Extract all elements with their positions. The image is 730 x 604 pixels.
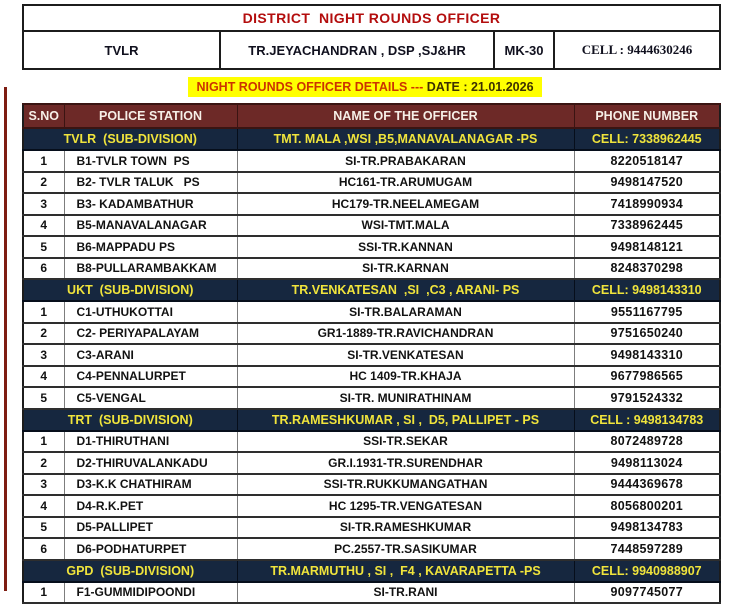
subdivision-row — [23, 409, 720, 431]
phone-cell: 9498148121 — [574, 236, 720, 258]
officer-cell: SI-TR. MUNIRATHINAM — [237, 387, 574, 409]
station-cell: D6-PODHATURPET — [64, 538, 237, 560]
officer-cell: HC 1409-TR.KHAJA — [237, 366, 574, 388]
phone-cell: 7338962445 — [574, 215, 720, 237]
district-officer-table — [22, 4, 721, 70]
vehicle-code: MK-30 — [494, 31, 554, 69]
station-cell: C4-PENNALURPET — [64, 366, 237, 388]
phone-cell: 8056800201 — [574, 495, 720, 517]
sno-cell: 4 — [23, 495, 64, 517]
page-title: DISTRICT NIGHT ROUNDS OFFICER — [23, 5, 720, 31]
table-row — [23, 193, 720, 215]
sno-cell: 2 — [23, 323, 64, 345]
station-cell: D3-K.K CHATHIRAM — [64, 474, 237, 496]
sno-cell: 6 — [23, 538, 64, 560]
phone-cell: 9677986565 — [574, 366, 720, 388]
phone-cell: 9498113024 — [574, 452, 720, 474]
banner-label: NIGHT ROUNDS OFFICER DETAILS --- — [196, 80, 424, 94]
table-row — [23, 215, 720, 237]
table-row — [23, 452, 720, 474]
sno-cell: 1 — [23, 150, 64, 172]
phone-cell: 9751650240 — [574, 323, 720, 345]
officer-cell: SI-TR.RANI — [237, 582, 574, 604]
table-row — [23, 258, 720, 280]
title-row — [23, 5, 720, 31]
sno-cell: 5 — [23, 387, 64, 409]
sno-cell: 1 — [23, 582, 64, 604]
district-officer-cell: CELL : 9444630246 — [554, 31, 720, 69]
sno-cell: 4 — [23, 366, 64, 388]
table-row — [23, 431, 720, 453]
header-officer-name: NAME OF THE OFFICER — [237, 104, 574, 128]
station-cell: C3-ARANI — [64, 344, 237, 366]
sno-cell: 3 — [23, 344, 64, 366]
district-officer-row — [23, 31, 720, 69]
subdivision-officer: TR.VENKATESAN ,SI ,C3 , ARANI- PS — [237, 279, 574, 301]
subdivision-cell-number: CELL: 7338962445 — [574, 128, 720, 150]
phone-cell: 9097745077 — [574, 582, 720, 604]
header-police-station: POLICE STATION — [64, 104, 237, 128]
subdivision-officer: TR.MARMUTHU , SI , F4 , KAVARAPETTA -PS — [237, 560, 574, 582]
subdivision-cell-number: CELL: 9940988907 — [574, 560, 720, 582]
officer-cell: SI-TR.PRABAKARAN — [237, 150, 574, 172]
sno-cell: 3 — [23, 193, 64, 215]
station-cell: B8-PULLARAMBAKKAM — [64, 258, 237, 280]
header-phone-number: PHONE NUMBER — [574, 104, 720, 128]
officer-cell: HC161-TR.ARUMUGAM — [237, 172, 574, 194]
table-row — [23, 150, 720, 172]
station-cell: B2- TVLR TALUK PS — [64, 172, 237, 194]
officer-cell: SI-TR.VENKATESAN — [237, 344, 574, 366]
station-cell: F1-GUMMIDIPOONDI — [64, 582, 237, 604]
table-row — [23, 538, 720, 560]
night-rounds-table — [22, 103, 721, 604]
table-row — [23, 517, 720, 539]
officer-cell: SI-TR.KARNAN — [237, 258, 574, 280]
phone-cell: 8248370298 — [574, 258, 720, 280]
station-cell: B5-MANAVALANAGAR — [64, 215, 237, 237]
table-header — [23, 104, 720, 128]
station-cell: D2-THIRUVALANKADU — [64, 452, 237, 474]
banner-date: DATE : 21.01.2026 — [423, 80, 534, 94]
station-cell: B6-MAPPADU PS — [64, 236, 237, 258]
sno-cell: 5 — [23, 517, 64, 539]
phone-cell: 8072489728 — [574, 431, 720, 453]
phone-cell: 9498147520 — [574, 172, 720, 194]
table-row — [23, 301, 720, 323]
table-row — [23, 172, 720, 194]
phone-cell: 9498134783 — [574, 517, 720, 539]
table-row — [23, 323, 720, 345]
table-row — [23, 495, 720, 517]
sno-cell: 4 — [23, 215, 64, 237]
officer-cell: SI-TR.BALARAMAN — [237, 301, 574, 323]
officer-cell: HC179-TR.NEELAMEGAM — [237, 193, 574, 215]
officer-cell: SI-TR.RAMESHKUMAR — [237, 517, 574, 539]
officer-cell: SSI-TR.RUKKUMANGATHAN — [237, 474, 574, 496]
station-cell: C1-UTHUKOTTAI — [64, 301, 237, 323]
phone-cell: 9444369678 — [574, 474, 720, 496]
table-row — [23, 582, 720, 604]
district-officer-name: TR.JEYACHANDRAN , DSP ,SJ&HR — [220, 31, 494, 69]
table-row — [23, 366, 720, 388]
station-cell: D5-PALLIPET — [64, 517, 237, 539]
officer-cell: PC.2557-TR.SASIKUMAR — [237, 538, 574, 560]
subdivision-label: GPD (SUB-DIVISION) — [23, 560, 237, 582]
station-cell: D4-R.K.PET — [64, 495, 237, 517]
officer-cell: WSI-TMT.MALA — [237, 215, 574, 237]
sno-cell: 5 — [23, 236, 64, 258]
sno-cell: 2 — [23, 452, 64, 474]
station-cell: B1-TVLR TOWN PS — [64, 150, 237, 172]
table-row — [23, 474, 720, 496]
subdivision-cell-number: CELL: 9498143310 — [574, 279, 720, 301]
subdivision-label: TVLR (SUB-DIVISION) — [23, 128, 237, 150]
phone-cell: 9498143310 — [574, 344, 720, 366]
details-banner-row — [0, 77, 730, 97]
subdivision-cell-number: CELL : 9498134783 — [574, 409, 720, 431]
phone-cell: 7418990934 — [574, 193, 720, 215]
subdivision-label: UKT (SUB-DIVISION) — [23, 279, 237, 301]
phone-cell: 9551167795 — [574, 301, 720, 323]
district-code: TVLR — [23, 31, 220, 69]
table-row — [23, 387, 720, 409]
subdivision-row — [23, 279, 720, 301]
subdivision-row — [23, 128, 720, 150]
subdivision-officer: TMT. MALA ,WSI ,B5,MANAVALANAGAR -PS — [237, 128, 574, 150]
header-sno: S.NO — [23, 104, 64, 128]
sno-cell: 1 — [23, 431, 64, 453]
officer-cell: GR1-1889-TR.RAVICHANDRAN — [237, 323, 574, 345]
table-row — [23, 344, 720, 366]
night-rounds-table-body — [23, 128, 720, 603]
table-row — [23, 236, 720, 258]
sno-cell: 2 — [23, 172, 64, 194]
details-banner — [188, 77, 541, 97]
officer-cell: GR.I.1931-TR.SURENDHAR — [237, 452, 574, 474]
subdivision-label: TRT (SUB-DIVISION) — [23, 409, 237, 431]
sno-cell: 6 — [23, 258, 64, 280]
station-cell: C2- PERIYAPALAYAM — [64, 323, 237, 345]
subdivision-officer: TR.RAMESHKUMAR , SI , D5, PALLIPET - PS — [237, 409, 574, 431]
station-cell: C5-VENGAL — [64, 387, 237, 409]
sno-cell: 3 — [23, 474, 64, 496]
subdivision-row — [23, 560, 720, 582]
officer-cell: SSI-TR.SEKAR — [237, 431, 574, 453]
station-cell: D1-THIRUTHANI — [64, 431, 237, 453]
left-margin-line — [4, 87, 7, 591]
officer-cell: SSI-TR.KANNAN — [237, 236, 574, 258]
sno-cell: 1 — [23, 301, 64, 323]
phone-cell: 8220518147 — [574, 150, 720, 172]
station-cell: B3- KADAMBATHUR — [64, 193, 237, 215]
phone-cell: 9791524332 — [574, 387, 720, 409]
officer-cell: HC 1295-TR.VENGATESAN — [237, 495, 574, 517]
phone-cell: 7448597289 — [574, 538, 720, 560]
